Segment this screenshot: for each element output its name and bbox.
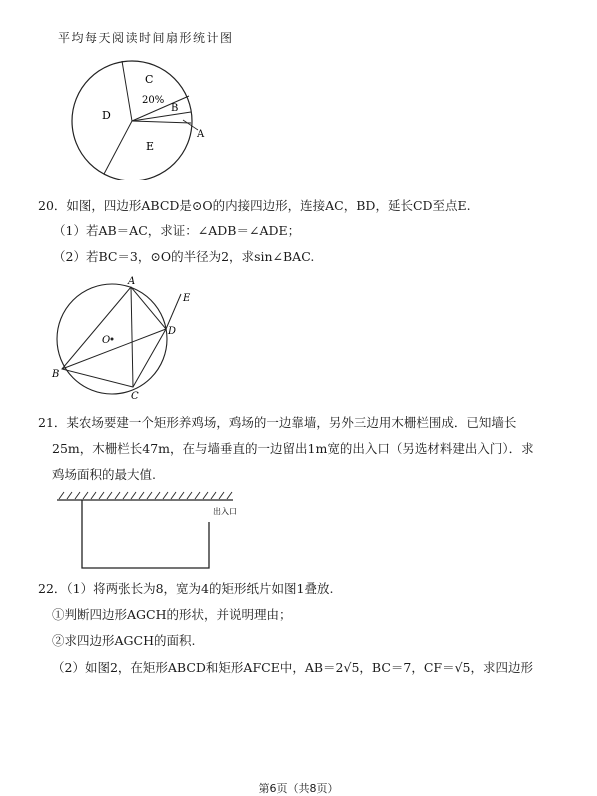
point-d: D xyxy=(168,326,177,337)
point-a: A xyxy=(128,276,136,287)
diagonal-bd xyxy=(62,329,166,369)
fence-outline xyxy=(82,500,209,568)
pie-label-d: D xyxy=(102,109,111,122)
center-dot xyxy=(111,338,114,341)
q21-line1: 21．某农场要建一个矩形养鸡场，鸡场的一边靠墙，另外三边用木栅栏围成．已知墙长 xyxy=(38,415,517,430)
q21-line2: 25m，木栅栏长47m，在与墙垂直的一边留出1m宽的出入口（另选材料建出入门）．求 xyxy=(52,441,534,456)
diagonal-ac xyxy=(131,287,133,387)
q21-line3: 鸡场面积的最大值. xyxy=(52,467,156,482)
q21-farm-figure xyxy=(55,486,255,572)
pie-label-b: B xyxy=(171,103,179,114)
q20-part2: （2）若BC＝3，⊙O的半径为2，求sin∠BAC. xyxy=(53,249,315,264)
q20-stem: 20．如图，四边形ABCD是⊙O的内接四边形，连接AC，BD，延长CD至点E. xyxy=(38,198,471,213)
quadrilateral-abcd xyxy=(62,287,166,387)
point-b: B xyxy=(52,369,60,380)
pie-label-a: A xyxy=(197,129,205,140)
pie-divider-cd xyxy=(122,61,132,121)
q20-circle-figure xyxy=(48,272,208,404)
q22-line2: ①判断四边形AGCH的形状，并说明理由； xyxy=(52,607,292,622)
entrance-label: 出入口 xyxy=(213,507,237,516)
wall-hatching xyxy=(59,492,232,499)
pie-divider-ba xyxy=(132,112,191,121)
pie-label-percent: 20% xyxy=(142,95,165,106)
pie-divider-ed xyxy=(104,121,132,174)
pie-pointer-a xyxy=(183,120,198,130)
page-footer: 第6页（共8页） xyxy=(258,782,339,795)
point-c: C xyxy=(131,391,139,402)
q22-line3: ②求四边形AGCH的面积. xyxy=(52,633,196,648)
q22-line1: 22．（1）将两张长为8，宽为4的矩形纸片如图1叠放. xyxy=(38,581,334,596)
q20-part1: （1）若AB＝AC，求证：∠ADB＝∠ADE； xyxy=(53,223,301,238)
q22-line4: （2）如图2，在矩形ABCD和矩形AFCE中，AB＝2√5，BC＝7，CF＝√5，求四边形 xyxy=(52,660,534,675)
extension-de xyxy=(166,294,181,329)
pie-label-c: C xyxy=(145,73,154,86)
pie-chart-figure xyxy=(70,55,220,180)
pie-divider-ae xyxy=(132,121,191,123)
point-o: O xyxy=(102,335,111,346)
pie-chart-title: 平均每天阅读时间扇形统计图 xyxy=(58,31,234,45)
pie-label-e: E xyxy=(146,140,155,153)
point-e: E xyxy=(183,293,191,304)
